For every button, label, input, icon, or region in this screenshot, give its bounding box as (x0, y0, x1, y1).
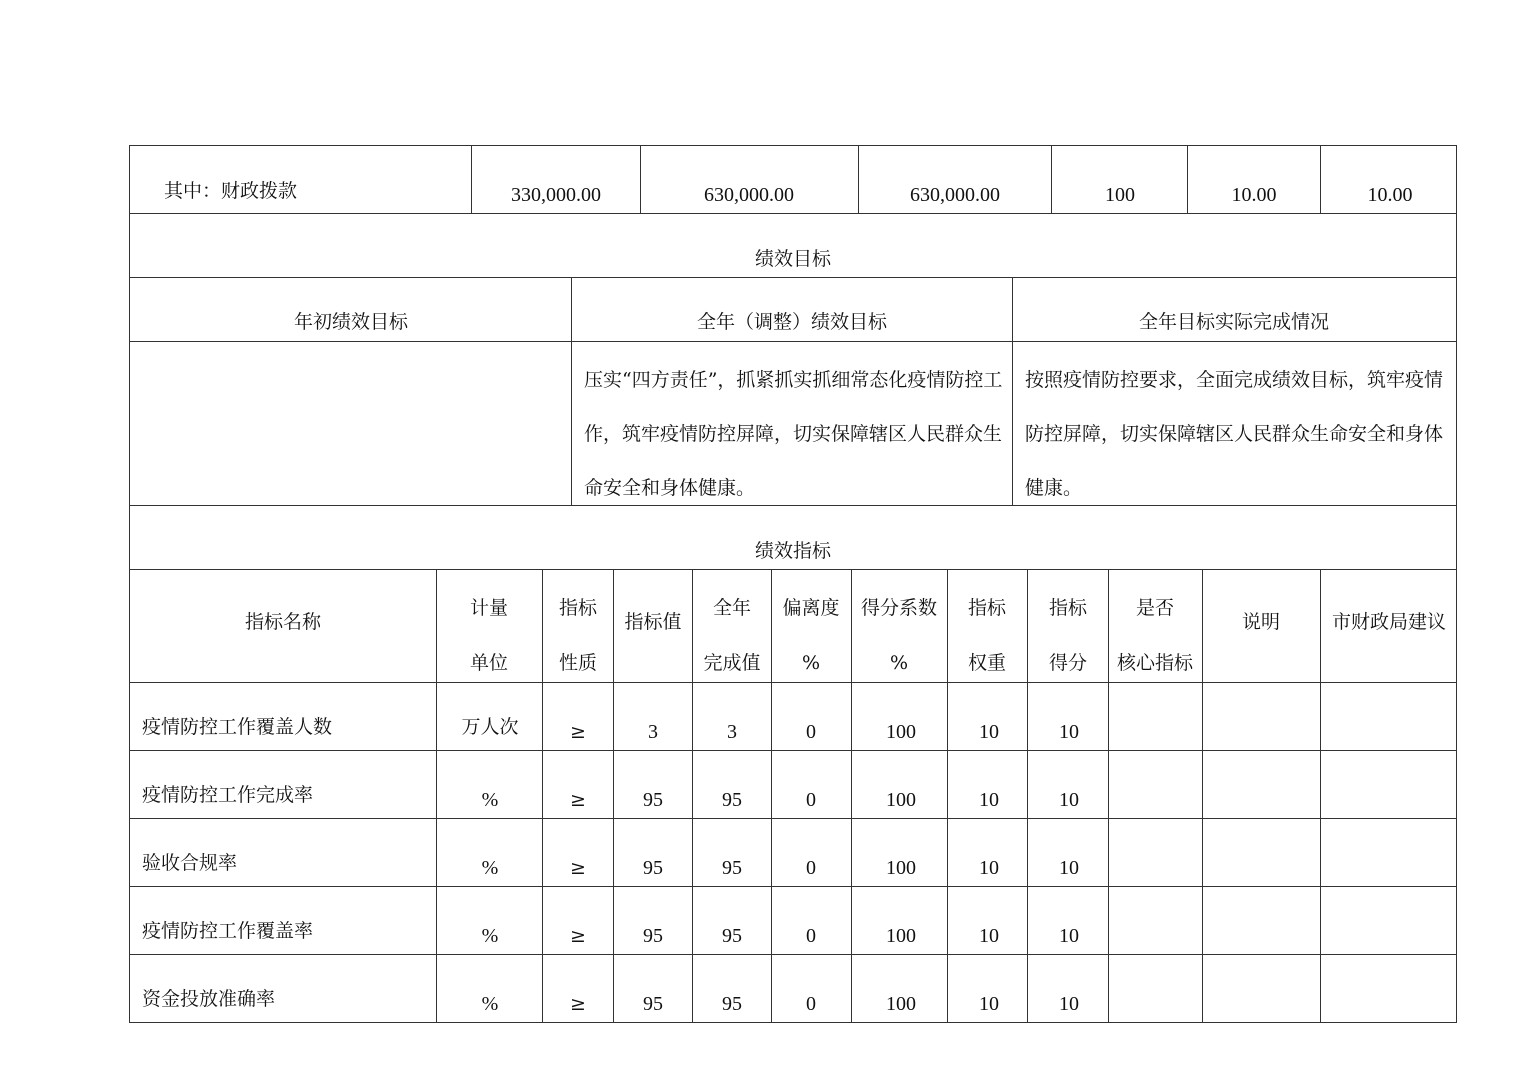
indicator-nature: ≥ (570, 789, 586, 811)
col-header: 指标 (558, 597, 598, 619)
indicator-name: 疫情防控工作覆盖人数 (142, 716, 333, 738)
col-header: 单位 (469, 652, 509, 674)
indicator-target: 95 (643, 993, 663, 1015)
col-header: 指标 (967, 597, 1007, 619)
goals-header: 年初绩效目标 (293, 311, 409, 333)
col-header: 完成值 (703, 652, 761, 674)
indicator-coefficient: 100 (886, 993, 916, 1015)
indicator-nature: ≥ (570, 925, 586, 947)
indicator-score: 10 (1059, 789, 1079, 811)
indicator-unit: % (481, 993, 499, 1015)
indicator-target: 3 (648, 721, 658, 743)
indicator-nature: ≥ (570, 857, 586, 879)
funding-value: 630,000.00 (910, 184, 1000, 206)
funding-value: 100 (1105, 184, 1135, 206)
indicator-actual: 3 (727, 721, 737, 743)
indicator-name: 疫情防控工作完成率 (142, 784, 314, 806)
col-header: 计量 (469, 597, 509, 619)
indicator-weight: 10 (979, 925, 999, 947)
indicator-actual: 95 (722, 925, 742, 947)
indicator-deviation: 0 (806, 925, 816, 947)
goals-section-title: 绩效目标 (754, 248, 832, 270)
goals-header: 全年目标实际完成情况 (1138, 311, 1330, 333)
indicator-unit: % (481, 789, 499, 811)
indicator-coefficient: 100 (886, 925, 916, 947)
indicator-target: 95 (643, 925, 663, 947)
col-header: 是否 (1135, 597, 1175, 619)
col-header: 指标值 (624, 611, 682, 633)
indicator-nature: ≥ (570, 993, 586, 1015)
col-header: % (801, 652, 821, 674)
col-header: 市财政局建议 (1331, 611, 1447, 633)
indicator-weight: 10 (979, 993, 999, 1015)
indicator-target: 95 (643, 789, 663, 811)
funding-value: 330,000.00 (511, 184, 601, 206)
col-header: 得分系数 (860, 597, 938, 619)
indicator-coefficient: 100 (886, 789, 916, 811)
indicator-coefficient: 100 (886, 857, 916, 879)
indicator-unit: % (481, 925, 499, 947)
indicator-coefficient: 100 (886, 721, 916, 743)
indicator-deviation: 0 (806, 721, 816, 743)
col-header: 全年 (712, 597, 752, 619)
col-header: 指标名称 (244, 611, 322, 633)
col-header: % (889, 652, 909, 674)
indicator-weight: 10 (979, 857, 999, 879)
indicator-weight: 10 (979, 721, 999, 743)
indicator-deviation: 0 (806, 789, 816, 811)
indicator-deviation: 0 (806, 857, 816, 879)
indicator-score: 10 (1059, 721, 1079, 743)
col-header: 权重 (967, 652, 1007, 674)
goals-header: 全年（调整）绩效目标 (696, 311, 888, 333)
indicator-unit: % (481, 857, 499, 879)
indicator-actual: 95 (722, 789, 742, 811)
indicator-actual: 95 (722, 993, 742, 1015)
col-header: 指标 (1048, 597, 1088, 619)
indicator-name: 资金投放准确率 (142, 988, 276, 1010)
indicator-target: 95 (643, 857, 663, 879)
indicator-name: 验收合规率 (142, 852, 238, 874)
col-header: 得分 (1048, 652, 1088, 674)
indicator-weight: 10 (979, 789, 999, 811)
col-header: 说明 (1241, 611, 1281, 633)
indicator-score: 10 (1059, 993, 1079, 1015)
indicator-unit: 万人次 (461, 716, 519, 738)
indicator-actual: 95 (722, 857, 742, 879)
funding-value: 10.00 (1367, 184, 1413, 206)
funding-value: 10.00 (1231, 184, 1277, 206)
indicators-section-title: 绩效指标 (754, 540, 832, 562)
indicator-deviation: 0 (806, 993, 816, 1015)
adjusted-goal-text: 压实“四方责任”，抓紧抓实抓细常态化疫情防控工作，筑牢疫情防控屏障，切实保障辖区人民群众生命安全和身体健康。 (584, 369, 1003, 499)
actual-completion-text: 按照疫情防控要求，全面完成绩效目标，筑牢疫情防控屏障，切实保障辖区人民群众生命安全和身体健康。 (1025, 369, 1444, 499)
indicator-name: 疫情防控工作覆盖率 (142, 920, 314, 942)
indicator-score: 10 (1059, 857, 1079, 879)
funding-value: 630,000.00 (704, 184, 794, 206)
funding-label: 其中：财政拨款 (164, 180, 298, 202)
col-header: 偏离度 (782, 597, 840, 619)
col-header: 核心指标 (1116, 652, 1194, 674)
indicator-nature: ≥ (570, 721, 586, 743)
col-header: 性质 (558, 652, 598, 674)
indicator-score: 10 (1059, 925, 1079, 947)
